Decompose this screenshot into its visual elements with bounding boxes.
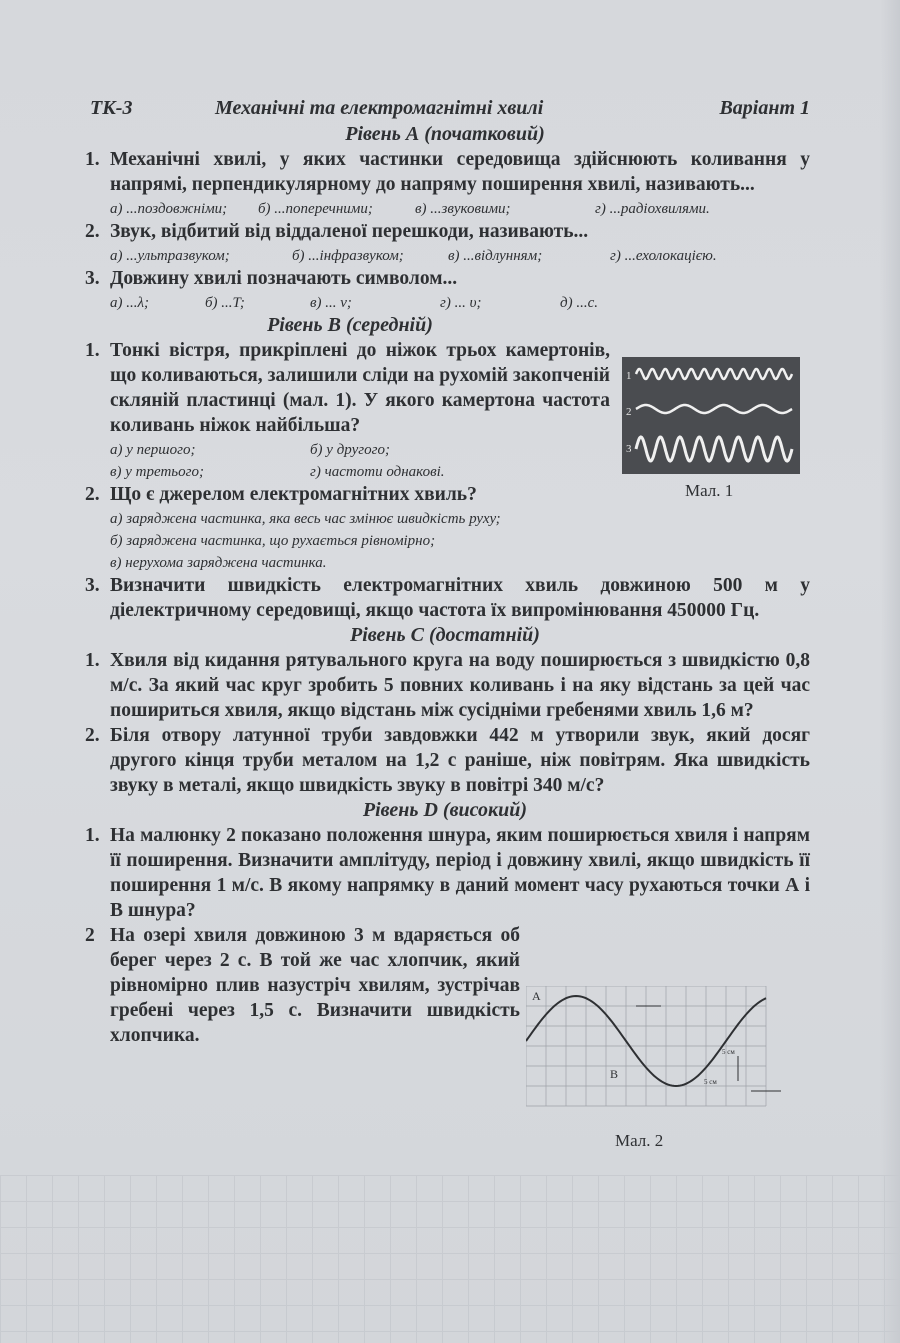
trace-label-1: 1 bbox=[626, 370, 632, 382]
option: а) ...λ; bbox=[110, 295, 149, 311]
question-text: Звук, відбитий від віддаленої перешкоди, називають... bbox=[110, 221, 589, 242]
question-text: Визначити швидкість електромагнітних хвиль довжиною 500 м у діелектричному середовищі, якщо частота їх випромінювання 450000 Гц. bbox=[110, 575, 810, 621]
figure-1-caption: Мал. 1 bbox=[685, 481, 734, 500]
sheet-header bbox=[80, 96, 810, 122]
question-number: 2. bbox=[85, 221, 100, 242]
options-a2 bbox=[80, 244, 810, 266]
question-a1 bbox=[80, 147, 810, 197]
figure-2-caption: Мал. 2 bbox=[615, 1131, 664, 1150]
scale-label-horizontal: 5 см bbox=[704, 1078, 717, 1086]
option: в) ...звуковими; bbox=[415, 201, 511, 217]
option: а) заряджена частинка, яка весь час змінює швидкість руху; bbox=[110, 511, 501, 527]
question-number: 3. bbox=[85, 575, 100, 596]
figure-1-image bbox=[622, 357, 800, 474]
question-a2 bbox=[80, 219, 810, 244]
question-number: 1. bbox=[85, 149, 100, 170]
question-b3 bbox=[80, 573, 810, 623]
question-number: 1. bbox=[85, 650, 100, 671]
question-text: Механічні хвилі, у яких частинки середовища здійснюють коливання у напрямі, перпендикулярному до напряму поширення хвилі, називають... bbox=[110, 149, 810, 195]
level-a-heading: Рівень А (початковий) bbox=[345, 123, 545, 145]
trace-label-3: 3 bbox=[626, 443, 632, 455]
trace-label-2: 2 bbox=[626, 406, 632, 418]
option: б) ...інфразвуком; bbox=[292, 248, 404, 264]
option: в) у третього; bbox=[110, 464, 204, 480]
figure-2-grid bbox=[526, 986, 766, 1106]
trace-3 bbox=[636, 437, 792, 461]
question-b1 bbox=[80, 338, 610, 438]
question-number: 1. bbox=[85, 340, 100, 361]
option: д) ...c. bbox=[560, 295, 598, 311]
question-text: Що є джерелом електромагнітних хвиль? bbox=[110, 484, 477, 505]
question-number: 1. bbox=[85, 825, 100, 846]
point-b-label: B bbox=[610, 1067, 619, 1081]
trace-2 bbox=[636, 405, 792, 413]
trace-1 bbox=[636, 369, 792, 379]
point-a-label: A bbox=[532, 989, 541, 1003]
option: б) ...поперечними; bbox=[258, 201, 373, 217]
question-d1 bbox=[80, 823, 810, 923]
level-d-heading: Рівень D (високий) bbox=[362, 799, 528, 821]
figure-2-wave-on-cord bbox=[526, 986, 786, 1121]
option: г) ... υ; bbox=[440, 295, 482, 311]
option: б) ...T; bbox=[205, 295, 245, 311]
question-c1 bbox=[80, 648, 810, 723]
option: б) заряджена частинка, що рухається рівномірно; bbox=[110, 533, 436, 549]
question-number: 2. bbox=[85, 484, 100, 505]
options-a1 bbox=[80, 197, 810, 219]
option: г) ...ехолокацією. bbox=[610, 248, 717, 264]
option: а) у першого; bbox=[110, 442, 196, 458]
test-title: Механічні та електромагнітні хвилі bbox=[215, 97, 544, 119]
question-text: Тонкі вістря, прикріплені до ніжок трьох камертонів, що коливаються, залишили сліди на рухомій закопченій скляній пластинці (мал. 1). У якого камертона частота коливань ніжок найбільша? bbox=[110, 340, 610, 436]
question-number: 2 bbox=[85, 925, 95, 946]
option: б) у другого; bbox=[310, 442, 390, 458]
option: в) ...відлунням; bbox=[448, 248, 543, 264]
level-b-heading: Рівень В (середній) bbox=[267, 314, 433, 336]
level-c-heading: Рівень С (достатній) bbox=[350, 624, 540, 646]
question-c2 bbox=[80, 723, 810, 798]
option: в) ... v; bbox=[310, 295, 352, 311]
question-a3 bbox=[80, 266, 810, 291]
option: в) нерухома заряджена частинка. bbox=[110, 555, 327, 571]
question-text: Довжину хвилі позначають символом... bbox=[110, 268, 458, 289]
question-text: Хвиля від кидання рятувального круга на воду поширюється з швидкістю 0,8 м/с. За який час круг зробить 5 повних коливань і на яку відстань за цей час пошириться хвиля, якщо відстань між сусідніми гребенями хвиль 1,6 м? bbox=[110, 650, 810, 721]
option: г) частоти однакові. bbox=[310, 464, 445, 480]
options-a3 bbox=[80, 291, 810, 313]
option: г) ...радіохвилями. bbox=[595, 201, 710, 217]
option: а) ...ультразвуком; bbox=[110, 248, 230, 264]
test-code: ТК-3 bbox=[90, 97, 133, 119]
variant-label: Варіант 1 bbox=[719, 97, 810, 119]
figure-1-tuning-fork-traces bbox=[622, 357, 800, 474]
question-d2 bbox=[80, 923, 520, 1048]
question-text: На озері хвиля довжиною 3 м вдаряється об берег через 2 с. В той же час хлопчик, який рівномірно плив назустріч хвилям, зустрічав гребені через 1,5 с. Визначити швидкість хлопчика. bbox=[110, 925, 520, 1046]
grid-paper-below bbox=[0, 1175, 900, 1343]
question-text: Біля отвору латунної труби завдовжки 442 м утворили звук, який досяг другого кінця труби металом на 1,2 с раніше, ніж повітрям. Яка швидкість звуку в металі, якщо швидкість звуку в повітрі 340 м/с? bbox=[110, 725, 810, 796]
option: а) ...поздовжніми; bbox=[110, 201, 228, 217]
question-text: На малюнку 2 показано положення шнура, яким поширюється хвиля і напрям її поширення. Визначити амплітуду, період і довжину хвилі, якщо швидкість її поширення 1 м/с. В якому напрямку в даний момент часу рухаються точки А і В шнура? bbox=[110, 825, 810, 921]
test-sheet bbox=[80, 96, 810, 1150]
figure-2-image bbox=[526, 986, 786, 1121]
paper-edge bbox=[880, 0, 900, 1343]
question-number: 3. bbox=[85, 268, 100, 289]
question-number: 2. bbox=[85, 725, 100, 746]
scale-label-vertical: 5 см bbox=[722, 1048, 735, 1056]
